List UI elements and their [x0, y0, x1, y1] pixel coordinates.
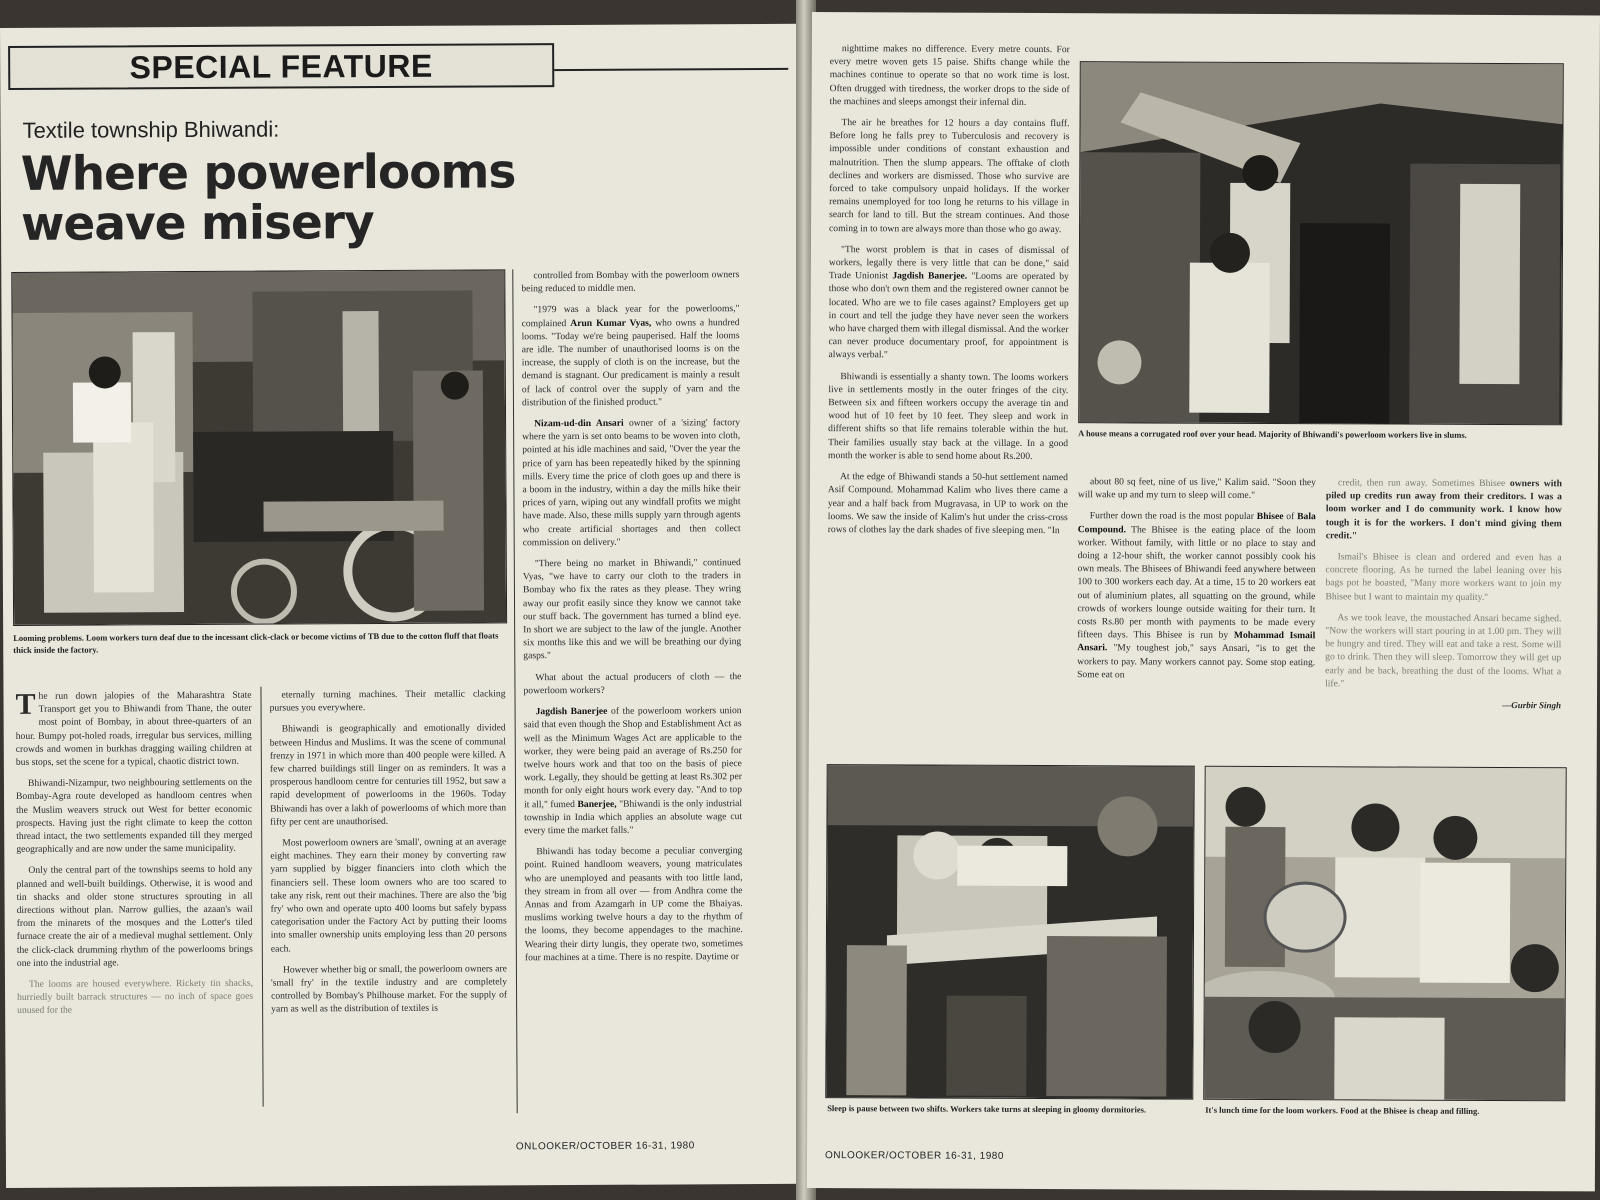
paragraph: However whether big or small, the powerloom owners are 'small fry' in the textile industry and are completely controlled by Bombay's Philhouse market. For the supply of yarn as well as the distribution of textiles is [270, 963, 508, 1016]
slum-photo [1078, 61, 1564, 425]
paragraph: Bhiwandi is essentially a shanty town. The looms workers live in settlements mostly in the outer fringes of the city. Between six and fifteen workers occupy the average tin and wood hut of 10 feet by 10 feet. They sleep and work in different shifts so that life remains tolerable within the hut. Their families usually stay back at the village. In a good month the worker is able to send home about Rs.200. [828, 370, 1069, 462]
left-column-3 [521, 268, 743, 972]
text-run: who owns a hundred looms. "Today we're being pauperised. Half the looms are idle. The number of unauthorised looms is on the increase, the supply of cloth is on the increase, but the demand is stagnant. Our predicament is mainly a result of lack of control over the supply of yarn and the distribution of the finished product." [521, 316, 740, 409]
right-column-3 [1325, 476, 1562, 712]
paragraph: Most powerloom owners are 'small', owning at an average eight machines. They earn their money by converting raw yarn supplied by bigger financiers into cloth which the financiers sell. These loom owners who are too scared to take any risk, rent out their machines. There are also the 'big fry' who own and operate upto 400 looms but safely bypass categorisation under the Factory Act by putting their looms into smaller ownership units employing less than 20 persons each. [270, 836, 507, 955]
paragraph: Ismail's Bhisee is clean and ordered and even has a concrete flooring. As he turned the label leaning over his bags pot he boasted, "Many more workers want to join my Bhisee but I want to maintain my quality." [1325, 551, 1562, 603]
paragraph [524, 704, 743, 837]
left-column-1 [15, 689, 253, 1026]
right-column-2 [1077, 475, 1316, 690]
slum-caption: A house means a corrugated roof over your head. Majority of Bhiwandi's powerloom workers live in slums. [1078, 428, 1467, 440]
text-run: "Looms are operated by those who don't own them and the registered owner cannot be located. Who are we to file cases against? Employers get up in court and tell the judge they have never seen the workers who have charged them with illegal dismissal. And the worker can never produce documentary proof, for appointment is always verbal." [828, 270, 1069, 361]
text-run: "The worst problem is that in cases of dismissal of workers, legally there is very little that can be done," said Trade Unionist [828, 243, 1069, 282]
dormitory-photo [825, 764, 1194, 1100]
paragraph: Bhiwandi is geographically and emotionally divided between Hindus and Muslims. It was the scene of communal frenzy in 1971 in which more than 400 people were killed. A few charred buildings still linger on as reminders. It was a prosperous handloom centre for centuries till 1952, but saw a rapid development of powerlooms in the 1960s. Today Bhiwandi has over a lakh of powerlooms of which more than fifty per cent are unauthorised. [269, 722, 507, 828]
paragraph: Only the central part of the townships seems to hold any planned and well-built buildings. Otherwise, it is wood and tin shacks and older stone structures sprouting in all directions without plan. Narrow gullies, the azaan's wail from the minarets of the mosques and the Lotter's tiled furnace create the air of a medieval mughal settlement. Only the click-clack drumming rhythm of the powerlooms brings one into the industrial age. [16, 864, 253, 969]
paragraph: controlled from Bombay with the powerloom owners being reduced to middle men. [521, 269, 740, 295]
paragraph: What about the actual producers of cloth — the powerloom workers? [523, 670, 742, 697]
paragraph: Bhiwandi has today become a peculiar converging point. Ruined handloom weavers, young matriculates who are unemployed and peasants with too little land, they stream in from all over — from Andhra come the Annas and from Azamgarh in UP come the Bhaiyas. muslims working twelve hours a day to the rhythm of the looms, they become appendages to the machine. Wearing their dirty lungis, they operate two, sometimes four machines at a time. There is no respite. Daytime or [524, 845, 743, 964]
place-name: Bhisee [1256, 511, 1284, 523]
dormitory-caption: Sleep is pause between two shifts. Workers take turns at sleeping in gloomy dormitories. [827, 1103, 1147, 1115]
paragraph: The run down jalopies of the Maharashtra State Transport get you to Bhiwandi from Thane, the outer most point of Bombay, in about three-quarters of an hour. Bumpy pot-holed roads, irregular bus services, milling crowds and women in burkhas dragging wailing children at bus stops, set the scene for a typical, chaotic district town. [15, 687, 252, 768]
person-name: Arun Kumar Vyas, [570, 317, 652, 329]
paragraph [1077, 510, 1316, 683]
right-column-1 [828, 42, 1070, 545]
text-run: The Bhisee is the eating place of the loom worker. Without family, with little or no place to stay and doing a 12-hour shift, the worker cannot possibly cook his own meals. The Bhisees of Bhiwandi feed anywhere between 100 to 300 workers each day. At a time, 15 to 20 workers eat out of aluminium plates, all squatting on the ground, while crowds of workers lounge outside waiting for their turn. It costs Rs.80 per month with payments to be made every fifteen days. This Bhisee is run by [1077, 523, 1316, 642]
text-run: Further down the road is the most popular [1089, 510, 1257, 523]
headline: Where powerlooms weave misery [20, 144, 516, 252]
person-name: Jagdish Banerjee [535, 705, 608, 718]
lunch-caption: It's lunch time for the loom workers. Food at the Bhisee is cheap and filling. [1205, 1104, 1480, 1116]
folio-left: ONLOOKER/OCTOBER 16-31, 1980 [515, 1140, 695, 1153]
person-name: Nizam-ud-din Ansari [534, 417, 624, 430]
column-rule [512, 269, 517, 1113]
text-run: credit, then run away. Sometimes Bhisee [1337, 477, 1510, 490]
person-name: Jagdish Banerjee. [892, 270, 968, 282]
paragraph: At the edge of Bhiwandi stands a 50-hut settlement named Asif Compound. Mohammad Kalim who lives there came a year and a half back from Mugravasa, in UP to work on the looms. We saw the inside of Kalim's hut under the criss-cross rows of clothes lay the dark shades of five sleeping men. "In [827, 471, 1068, 536]
text-run: of [1283, 511, 1298, 523]
lunch-photo [1203, 766, 1566, 1102]
factory-photo [11, 269, 507, 626]
section-label: SPECIAL FEATURE [129, 47, 433, 85]
kicker: Textile township Bhiwandi: [22, 116, 280, 143]
paragraph [828, 243, 1069, 363]
place-name: Bala Compound. [1077, 511, 1316, 535]
right-page [807, 12, 1600, 1191]
paragraph [521, 303, 740, 410]
text-run: "Bhiwandi is the only industrial township in India which applies an absolute wage cut every time the market falls." [524, 797, 743, 837]
paragraph [522, 416, 741, 549]
folio-right: ONLOOKER/OCTOBER 16-31, 1980 [824, 1150, 1004, 1162]
paragraph [1326, 476, 1562, 543]
paragraph: The looms are housed everywhere. Rickety tin shacks, hurriedly built barrack structures — no inch of space goes unused for the [17, 977, 254, 1017]
left-page [0, 24, 806, 1188]
paragraph: As we took leave, the moustached Ansari became sighed. "Now the workers will start pouring in at 1.00 pm. They will be hungry and tired. They will eat and take a rest. Some will go to drink. Then they will sleep. Tomorrow they will get up early and be back, breathing the dust of the looms. What a life." [1325, 612, 1562, 690]
paragraph: The air he breathes for 12 hours a day contains fluff. Before long he falls prey to Tuberculosis and recovery is impossible under conditions of constant exhaustion and malnutrition. Then the slump appears. The offtake of cloth declines and workers are dismissed. Those who survive are forced to take compulsory unpaid holidays. If the worker remains unemployed for too long he returns to his village in search for land to till. But the stream continues. And those coming in to town are always more than those who go away. [829, 117, 1070, 235]
text-run: of the powerloom workers union said that even though the Shop and Establishment Act as well as the Minimum Wages Act are applicable to the worker, they were being paid an average of Rs.250 for twelve hours work and that too on the basis of piece work. Legally, they should be getting at least Rs.302 per month for only eight hours work every day. "And to top it all," fumed [523, 705, 743, 810]
person-name: Banerjee, [577, 798, 617, 810]
text-run: owner of a 'sizing' factory where the yarn is set onto beams to be woven into cloth, pointed at his idle machines and said, "Over the year the price of yarn has been repeatedly hiked by the spinning mills. Every time the price of cloth goes up and there is a boom in the industry, within a day the mills hike their prices of yarn, wiping out any windfall profits we might have made. Also, these mills supply yarn through agents who create artificial shortages and then collect commission on delivery." [522, 417, 741, 549]
paragraph: nighttime makes no difference. Every metre counts. For every metre woven gets 15 paise. Shifts change while the machines continue to operate so that no work time is lost. Often drugged with tiredness, the worker drops to the side of the machines and sleeps amongst their infernal din. [829, 43, 1070, 108]
person-name: Mohammad Ismail Ansari. [1077, 630, 1316, 654]
left-column-2 [269, 687, 507, 1024]
paragraph: eternally turning machines. Their metallic clacking pursues you everywhere. [269, 688, 506, 714]
paragraph: "There being no market in Bhiwandi," continued Vyas, "we have to carry our cloth to the traders in Bombay who fix the rates as they please. They wring away our profit easily since they know we cannot take our stuff back. The government has turned a blind eye. In short we are subject to the law of the jungle. Another six months like this and we will be breathing our dying gasps." [522, 557, 742, 662]
factory-caption: Looming problems. Loom workers turn deaf due to the incessant click-clack or become victims of TB due to the cotton fluff that floats thick inside the factory. [13, 630, 499, 655]
byline: —Gurbir Singh [1502, 700, 1562, 711]
paragraph: Bhiwandi-Nizampur, two neighbouring settlements on the Bombay-Agra route developed as handloom centres when the Muslim weavers struck out West for better economic prospects. Having just the right climate to keep the cotton thread intact, the two settlements expanded till they merged geographically and are now under the same municipality. [15, 776, 253, 856]
paragraph: about 80 sq feet, nine of us live," Kalim said. "Soon they will wake up and my turn to sleep will come." [1077, 476, 1316, 502]
text-run: owners with piled up credits run away from their creditors. I was a loom worker and I do community work. I know how tough it is for the workers. I don't mind giving them credit." [1325, 478, 1562, 542]
text-run: "1979 was a black year for the powerlooms," complained [521, 303, 740, 329]
column-rule [260, 687, 263, 1107]
text-run: "My toughest job," says Ansari, "is to get the workers to pay. Many workers cannot pay. Some stop eating. Some eat on [1077, 642, 1316, 681]
section-banner [8, 43, 554, 90]
